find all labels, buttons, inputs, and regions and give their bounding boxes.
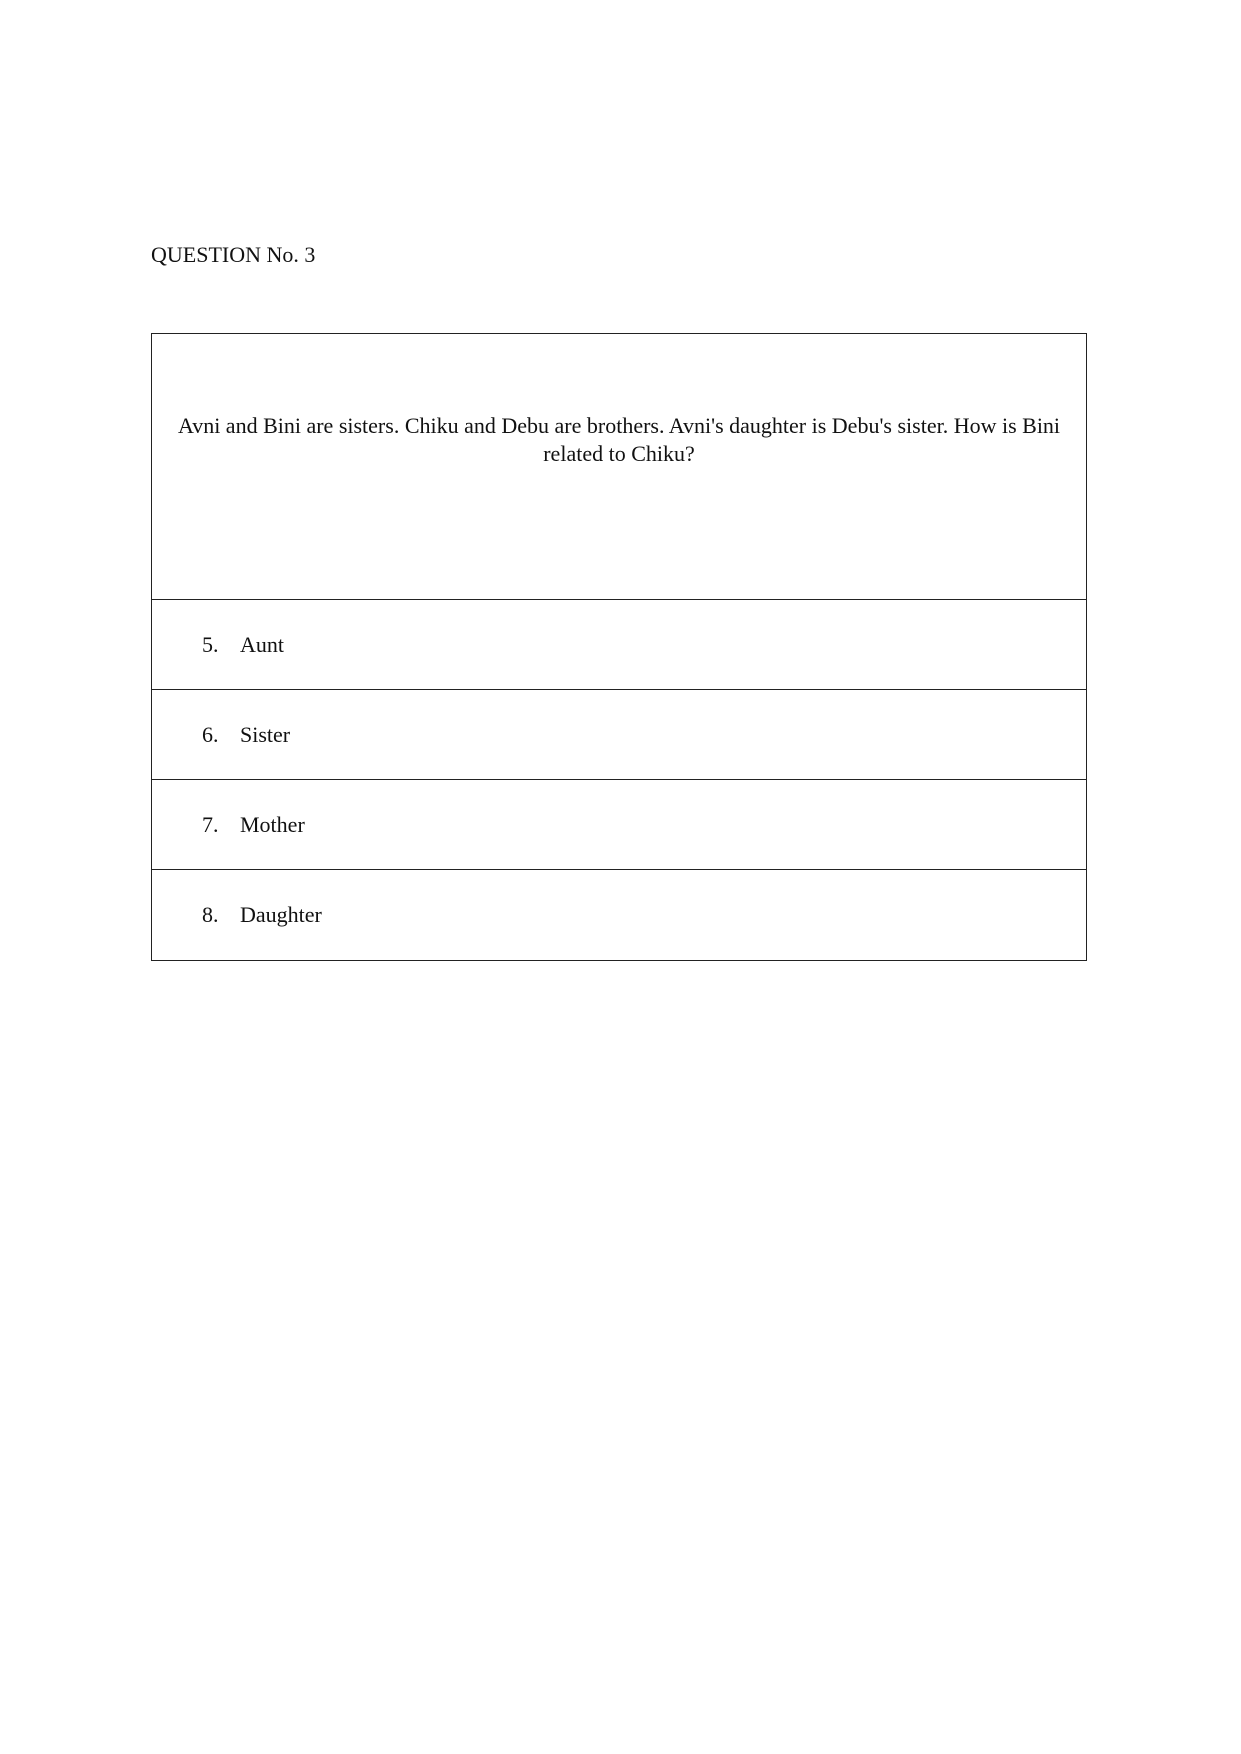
option-number: 8. xyxy=(202,902,219,927)
question-table xyxy=(151,333,1087,961)
option-row-mother[interactable] xyxy=(152,780,1086,870)
option-row-daughter[interactable] xyxy=(152,870,1086,960)
question-stem-cell xyxy=(152,334,1086,600)
option-label: Aunt xyxy=(240,631,284,657)
option-row-sister[interactable] xyxy=(152,690,1086,780)
option-number: 5. xyxy=(202,631,219,657)
option-number: 7. xyxy=(202,811,219,837)
option-number: 6. xyxy=(202,721,219,747)
question-heading: QUESTION No. 3 xyxy=(151,242,316,267)
option-row-aunt[interactable] xyxy=(152,600,1086,690)
question-stem: Avni and Bini are sisters. Chiku and Debu are brothers. Avni's daughter is Debu's sister. How is Bini related to Chiku? xyxy=(177,413,1061,466)
option-label: Sister xyxy=(240,721,291,747)
option-label: Mother xyxy=(240,811,305,837)
option-label: Daughter xyxy=(240,902,322,927)
